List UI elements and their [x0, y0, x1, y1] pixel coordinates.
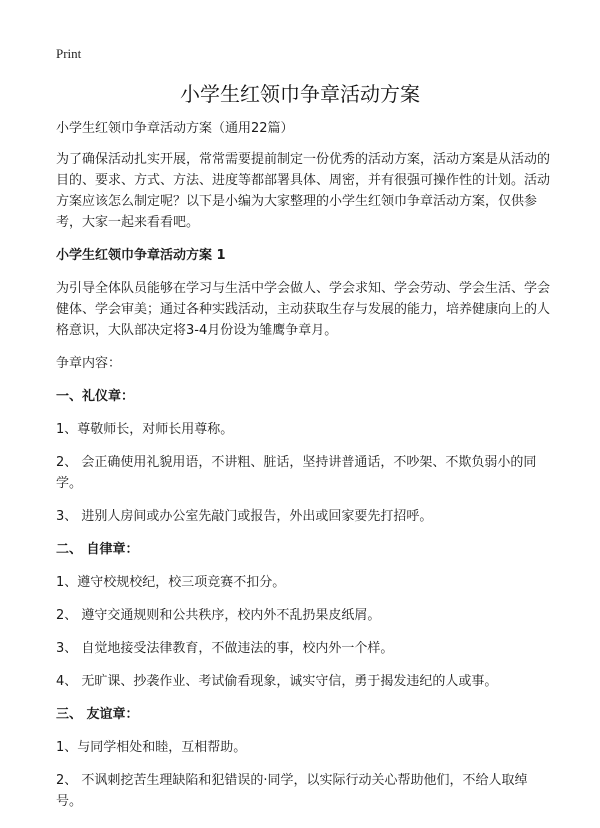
badge-heading-friendship: 三、 友谊章： [56, 707, 139, 722]
badge-heading-self-discipline: 二、 自律章： [56, 542, 139, 557]
print-link[interactable]: Print [56, 46, 82, 61]
badge-heading-etiquette: 一、礼仪章： [56, 389, 135, 404]
content-label: 争章内容： [56, 356, 122, 371]
intro-paragraph: 为了确保活动扎实开展，常常需要提前制定一份优秀的活动方案，活动方案是从活动的目的、要求、方式、方法、进度等都部署具体、周密，并有很强可操作性的计划。活动方案应该怎么制定呢？以下是小编为大家整理的小学生红领巾争章活动方案，仅供参考，大家一起来看看吧。 [56, 152, 551, 230]
list-item: 2、 会正确使用礼貌用语，不讲粗、脏话，坚持讲普通话，不吵架、不欺负弱小的同学。 [56, 455, 537, 491]
list-item: 1、尊敬师长，对师长用尊称。 [56, 422, 234, 437]
list-item: 2、 遵守交通规则和公共秩序，校内外不乱扔果皮纸屑。 [56, 608, 381, 623]
list-item: 1、与同学相处和睦，互相帮助。 [56, 740, 247, 755]
section-intro-paragraph: 为引导全体队员能够在学习与生活中学会做人、学会求知、学会劳动、学会生活、学会健体、学会审美；通过各种实践活动，主动获取生存与发展的能力，培养健康向上的人格意识，大队部决定将3-4月份设为雏鹰争章月。 [56, 281, 551, 338]
list-item: 4、 无旷课、抄袭作业、考试偷看现象，诚实守信，勇于揭发违纪的人或事。 [56, 674, 498, 689]
list-item: 1、遵守校规校纪，校三项竞赛不扣分。 [56, 575, 286, 590]
article-body [56, 118, 550, 824]
list-item: 3、 进别人房间或办公室先敲门或报告，外出或回家要先打招呼。 [56, 509, 433, 524]
list-item: 2、 不讽刺挖苦生理缺陷和犯错误的·同学，以实际行动关心帮助他们，不给人取绰号。 [56, 773, 528, 809]
page-title: 小学生红领巾争章活动方案 [180, 82, 420, 106]
section-title: 小学生红领巾争章活动方案 1 [56, 248, 226, 263]
article-subtitle: 小学生红领巾争章活动方案（通用22篇） [56, 121, 294, 136]
list-item: 3、 自觉地接受法律教育，不做违法的事，校内外一个样。 [56, 641, 394, 656]
